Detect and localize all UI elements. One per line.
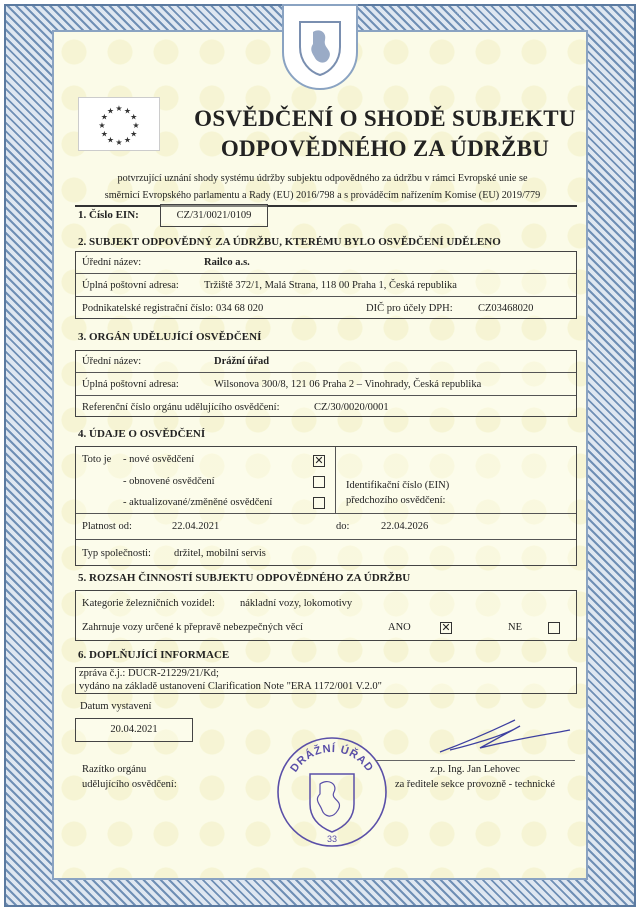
- additional-info: zpráva č.j.: DUCR-21229/21/Kd; vydáno na základě ustanovení Clarification Note "ERA 1172/001 V.2.0": [75, 667, 577, 694]
- label: Toto je: [82, 454, 112, 465]
- label: Podnikatelské registrační číslo:: [82, 302, 214, 314]
- label: Úřední název:: [82, 257, 142, 268]
- label: DIČ pro účely DPH:: [366, 302, 453, 314]
- czech-lion-crest-icon: [282, 4, 358, 90]
- authority-address: Wilsonova 300/8, 121 06 Praha 2 – Vinohrady, Česká republika: [214, 378, 482, 390]
- vehicle-categories: nákladní vozy, lokomotivy: [240, 598, 353, 609]
- eu-star: ★: [106, 135, 115, 145]
- yes-label: ANO: [388, 622, 411, 633]
- eu-star: ★: [106, 106, 115, 116]
- certificate-subtitle: potvrzující uznání shody systému údržby subjektu odpovědného za údržbu v rámci Evropské unie se směrnicí Evropského parlamentu a Rady (EU) 2016/798 a s prováděcím nařízením Komise (EU) 2019/779: [104, 173, 541, 201]
- checkbox-new: ✕: [314, 455, 324, 467]
- certificate-type-options: [76, 447, 336, 513]
- signatory-name: z.p. Ing. Jan Lehovec: [430, 764, 520, 775]
- label: Úplná poštovní adresa:: [82, 378, 179, 390]
- section-2-heading: 2. SUBJEKT ODPOVĚDNÝ ZA ÚDRŽBU, KTERÉMU BYLO OSVĚDČENÍ UDĚLENO: [78, 236, 501, 248]
- section-4-heading: 4. ÚDAJE O OSVĚDČENÍ: [78, 428, 206, 440]
- option-label: - aktualizované/změněné osvědčení: [123, 497, 273, 508]
- certificate-title: OSVĚDČENÍ O SHODĚ SUBJEKTU ODPOVĚDNÉHO ZA ÚDRŽBU: [194, 106, 576, 161]
- stamp-label: Razítko orgánu udělujícího osvědčení:: [82, 764, 177, 790]
- label: Úřední název:: [82, 356, 142, 367]
- stamp-text: DRÁŽNÍ ÚŘAD: [288, 742, 376, 775]
- label: Zahrnuje vozy určené k přepravě nebezpečných věcí: [82, 622, 303, 633]
- option-label: - nové osvědčení: [123, 454, 195, 465]
- section-5-heading: 5. ROZSAH ČINNOSTÍ SUBJEKTU ODPOVĚDNÉHO ZA ÚDRŽBU: [78, 572, 411, 584]
- previous-ein-label: Identifikační číslo (EIN) předchozího osvědčení:: [346, 480, 450, 506]
- valid-from: 22.04.2021: [172, 521, 220, 532]
- signature-line: [375, 760, 575, 761]
- label: Platnost od:: [82, 521, 132, 532]
- section-5-table: [75, 590, 577, 641]
- authority-reference: CZ/30/0020/0001: [314, 401, 389, 413]
- signatory: [375, 762, 575, 792]
- company-type: držitel, mobilní servis: [174, 547, 266, 559]
- eu-star: ★: [130, 112, 138, 122]
- eu-star: ★: [115, 104, 123, 113]
- section-6-heading: 6. DOPLŇUJÍCÍ INFORMACE: [78, 649, 230, 661]
- ein-label: 1. Číslo EIN:: [78, 209, 139, 221]
- checkbox-renewed: [313, 476, 325, 488]
- eu-star: ★: [123, 106, 132, 116]
- checkbox-updated: [313, 497, 325, 509]
- option-label: - obnovené osvědčení: [123, 476, 215, 487]
- eu-star: ★: [100, 129, 108, 139]
- authority-name: Drážní úřad: [214, 356, 270, 367]
- section-3-table: [75, 350, 577, 417]
- label: Referenční číslo orgánu udělujícího osvědčení:: [82, 401, 280, 413]
- no-label: NE: [508, 622, 522, 633]
- eu-star: ★: [132, 121, 140, 130]
- label: Typ společnosti:: [82, 547, 151, 559]
- issue-date: 20.04.2021: [75, 718, 193, 742]
- eu-star: ★: [100, 112, 108, 122]
- checkbox-yes: ✕: [441, 622, 451, 634]
- section-3-heading: 3. ORGÁN UDĚLUJÍCÍ OSVĚDČENÍ: [78, 331, 262, 343]
- signature-icon: [420, 712, 580, 762]
- eu-star: ★: [98, 121, 106, 130]
- label: do:: [336, 521, 350, 532]
- eu-star: ★: [130, 129, 138, 139]
- registration-number: 034 68 020: [216, 302, 264, 314]
- ein-value: CZ/31/0021/0109: [160, 204, 268, 227]
- vat-number: CZ03468020: [478, 302, 534, 314]
- official-stamp-icon: [262, 722, 402, 862]
- signatory-role: za ředitele sekce provozně - technické: [394, 779, 556, 790]
- issue-date-label: Datum vystavení: [80, 701, 152, 712]
- svg-text:33: 33: [326, 834, 338, 844]
- section-4-table: [75, 446, 577, 566]
- label: Kategorie železničních vozidel:: [82, 598, 215, 609]
- eu-star: ★: [115, 138, 123, 147]
- divider: [75, 205, 577, 207]
- section-2-table: [75, 251, 577, 319]
- valid-to: 22.04.2026: [381, 521, 429, 532]
- entity-address: Tržiště 372/1, Malá Strana, 118 00 Praha 1, Česká republika: [204, 279, 457, 291]
- label: Úplná poštovní adresa:: [82, 279, 179, 291]
- eu-flag-icon: [78, 97, 160, 151]
- eu-star: ★: [123, 135, 132, 145]
- checkbox-no: [548, 622, 560, 634]
- entity-name: Railco a.s.: [204, 257, 250, 268]
